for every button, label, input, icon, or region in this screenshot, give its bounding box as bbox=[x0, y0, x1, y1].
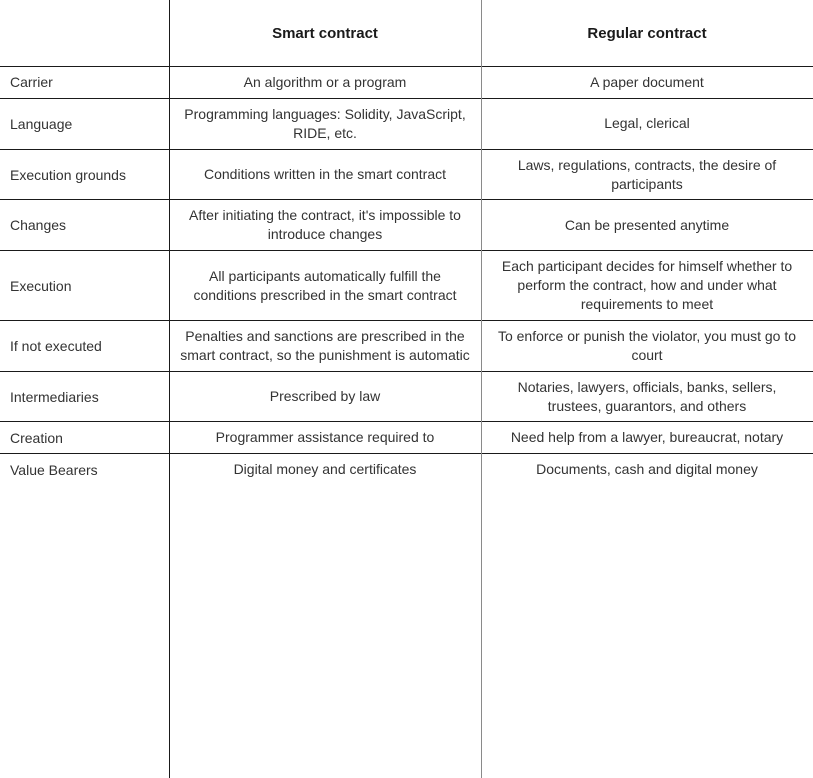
cell-regular-carrier: A paper document bbox=[481, 67, 813, 99]
cell-regular-execution: Each participant decides for himself whether to perform the contract, how and under what requirements to meet bbox=[481, 251, 813, 321]
cell-smart-carrier: An algorithm or a program bbox=[169, 67, 481, 99]
table-row-if-not-executed bbox=[0, 320, 813, 371]
cell-smart-creation: Programmer assistance required to bbox=[169, 422, 481, 454]
cell-smart-execution-grounds: Conditions written in the smart contract bbox=[169, 149, 481, 200]
table-row-language bbox=[0, 98, 813, 149]
row-label-language: Language bbox=[0, 98, 169, 149]
row-label-carrier: Carrier bbox=[0, 67, 169, 99]
cell-smart-changes: After initiating the contract, it's impossible to introduce changes bbox=[169, 200, 481, 251]
row-label-execution: Execution bbox=[0, 251, 169, 321]
cell-regular-if-not-executed: To enforce or punish the violator, you must go to court bbox=[481, 320, 813, 371]
cell-regular-execution-grounds: Laws, regulations, contracts, the desire of participants bbox=[481, 149, 813, 200]
column-header-smart-contract: Smart contract bbox=[272, 24, 378, 42]
row-label-creation: Creation bbox=[0, 422, 169, 454]
table-row-intermediaries bbox=[0, 371, 813, 422]
row-label-changes: Changes bbox=[0, 200, 169, 251]
cell-regular-value-bearers: Documents, cash and digital money bbox=[481, 454, 813, 485]
cell-smart-intermediaries: Prescribed by law bbox=[169, 371, 481, 422]
cell-regular-changes: Can be presented anytime bbox=[481, 200, 813, 251]
cell-smart-execution: All participants automatically fulfill the conditions prescribed in the smart contract bbox=[169, 251, 481, 321]
column-header-regular-contract: Regular contract bbox=[587, 24, 707, 42]
row-label-value-bearers: Value Bearers bbox=[0, 454, 169, 485]
table-row-execution-grounds bbox=[0, 149, 813, 200]
table-row-creation bbox=[0, 422, 813, 454]
row-label-execution-grounds: Execution grounds bbox=[0, 149, 169, 200]
cell-regular-language: Legal, clerical bbox=[481, 98, 813, 149]
table-row-changes bbox=[0, 200, 813, 251]
table-row-execution bbox=[0, 251, 813, 321]
table-body bbox=[0, 67, 813, 486]
header-row bbox=[0, 0, 813, 67]
row-label-intermediaries: Intermediaries bbox=[0, 371, 169, 422]
cell-smart-value-bearers: Digital money and certificates bbox=[169, 454, 481, 485]
table-header bbox=[0, 0, 813, 67]
cell-smart-if-not-executed: Penalties and sanctions are prescribed in the smart contract, so the punishment is automatic bbox=[169, 320, 481, 371]
table-row-value-bearers bbox=[0, 454, 813, 485]
row-label-if-not-executed: If not executed bbox=[0, 320, 169, 371]
table-row-carrier bbox=[0, 67, 813, 99]
cell-regular-creation: Need help from a lawyer, bureaucrat, notary bbox=[481, 422, 813, 454]
column-header-feature bbox=[0, 0, 169, 67]
cell-smart-language: Programming languages: Solidity, JavaScript, RIDE, etc. bbox=[169, 98, 481, 149]
cell-regular-intermediaries: Notaries, lawyers, officials, banks, sellers, trustees, guarantors, and others bbox=[481, 371, 813, 422]
